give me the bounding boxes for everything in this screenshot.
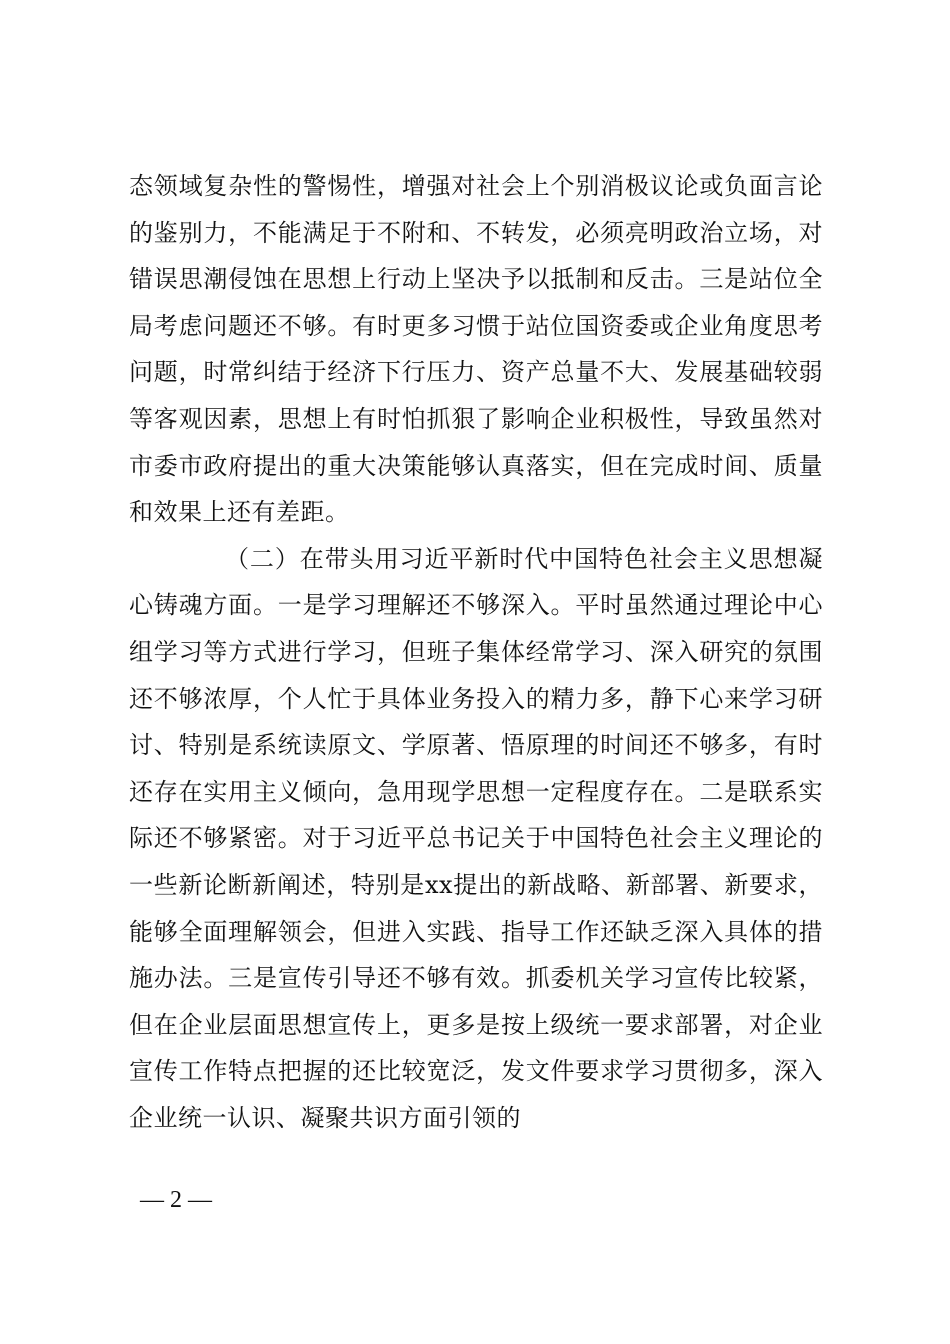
body-text	[129, 163, 823, 1141]
page-number: — 2 —	[140, 1187, 212, 1213]
paragraph-continuation: 态领域复杂性的警惕性，增强对社会上个别消极议论或负面言论的鉴别力，不能满足于不附和、不转发，必须亮明政治立场，对错误思潮侵蚀在思想上行动上坚决予以抵制和反击。三是站位全局考虑问题还不够。有时更多习惯于站位国资委或企业角度思考问题，时常纠结于经济下行压力、资产总量不大、发展基础较弱等客观因素，思想上有时怕抓狠了影响企业积极性，导致虽然对市委市政府提出的重大决策能够认真落实，但在完成时间、质量和效果上还有差距。	[129, 172, 823, 527]
paragraph-section-two: （二）在带头用习近平新时代中国特色社会主义思想凝心铸魂方面。一是学习理解还不够深入。平时虽然通过理论中心组学习等方式进行学习，但班子集体经常学习、深入研究的氛围还不够浓厚，个人忙于具体业务投入的精力多，静下心来学习研讨、特别是系统读原文、学原著、悟原理的时间还不够多，有时还存在实用主义倾向，急用现学思想一定程度存在。二是联系实际还不够紧密。对于习近平总书记关于中国特色社会主义理论的一些新论断新阐述，特别是xx提出的新战略、新部署、新要求，能够全面理解领会，但进入实践、指导工作还缺乏深入具体的措施办法。三是宣传引导还不够有效。抓委机关学习宣传比较紧，但在企业层面思想宣传上，更多是按上级统一要求部署，对企业宣传工作特点把握的还比较宽泛，发文件要求学习贯彻多，深入企业统一认识、凝聚共识方面引领的	[129, 544, 823, 1132]
